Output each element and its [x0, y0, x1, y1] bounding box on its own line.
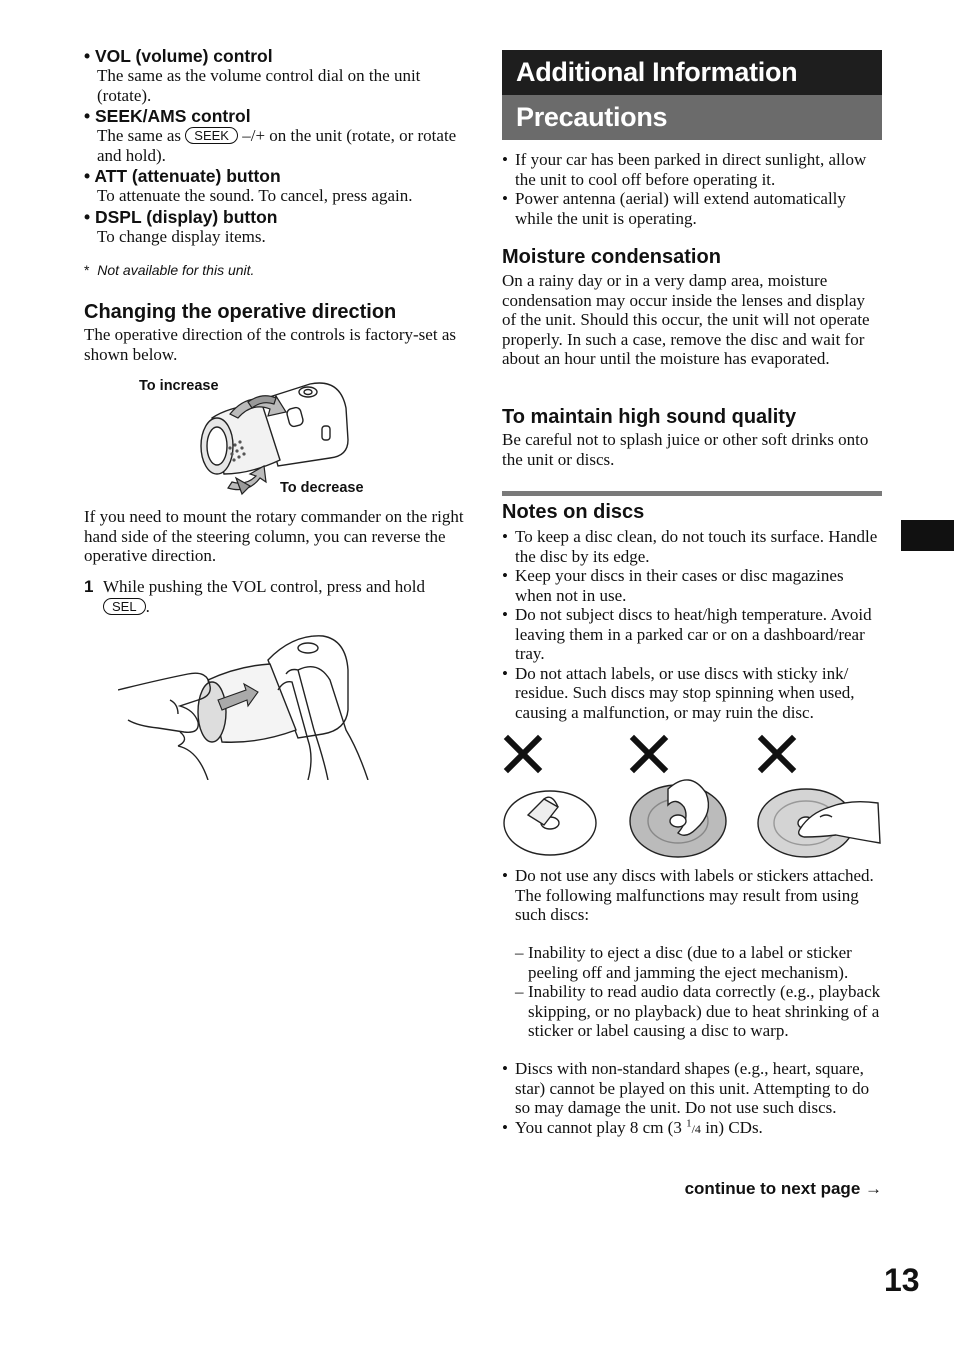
rotary-commander-illustration	[190, 378, 360, 496]
item-heading: SEEK/AMS control	[95, 106, 251, 126]
step-number: 1	[84, 577, 94, 596]
list-item: • ATT (attenuate) button To attenuate the sound. To cancel, press again.	[84, 166, 469, 206]
continue-to-next-page: continue to next page →	[684, 1179, 882, 1198]
item-body: To change display items.	[97, 226, 266, 246]
labels-note: • Do not use any discs with labels or stickers attached.	[515, 866, 874, 885]
disc-shape-list	[502, 1059, 882, 1139]
item-body: The same as SEEK –/+ on the unit (rotate, or rotate and hold).	[97, 126, 457, 165]
list-item: – Inability to read audio data correctly (e.g., playback skipping, or no playback) due to heat shrinking of a sticker or label causing a disc to warp.	[515, 982, 881, 1040]
list-item: • Do not attach labels, or use discs with sticky ink/ residue. Such discs may stop spinning when used, causing a malfunction, or may ruin the disc.	[502, 664, 882, 723]
hand-pressing-commander-illustration	[118, 630, 418, 780]
moisture-paragraph: On a rainy day or in a very damp area, moisture condensation may occur inside the lenses and display of the unit. Should this occur, the unit will not operate properly. In such a case, remove the disc and wait for about an hour until the moisture has evaporated.	[502, 271, 870, 368]
item-body: To attenuate the sound. To cancel, press again.	[97, 186, 413, 205]
step-text: While pushing the VOL control, press and hold	[103, 577, 426, 596]
malfunction-list	[502, 943, 882, 1041]
label-to-decrease: To decrease	[280, 480, 364, 496]
list-item	[502, 866, 882, 925]
list-item: • Keep your discs in their cases or disc magazines when not in use.	[502, 566, 882, 605]
item-body: The same as the volume control dial on the unit (rotate).	[97, 66, 421, 105]
list-item: • If your car has been parked in direct sunlight, allow the unit to cool off before operating it.	[502, 150, 882, 189]
step-1: 1 While pushing the VOL control, press and hold SEL .	[84, 577, 426, 616]
mount-paragraph: If you need to mount the rotary commander on the right hand side of the steering column, you can reverse the operative direction.	[84, 507, 464, 565]
section-heading-operative-direction: Changing the operative direction	[84, 301, 397, 323]
list-item: • Power antenna (aerial) will extend automatically while the unit is operating.	[502, 189, 882, 228]
section-tab-marker	[901, 520, 954, 551]
item-heading: ATT (attenuate) button	[94, 166, 281, 186]
disc-handling-illustrations	[500, 733, 882, 861]
prohibited-x-icons	[508, 739, 792, 769]
banner-precautions: Precautions	[502, 95, 882, 140]
seek-key: SEEK	[185, 127, 238, 144]
label-to-increase: To increase	[139, 378, 219, 394]
disc-notes-list	[502, 527, 882, 722]
section-divider	[502, 491, 882, 496]
labels-sub: The following malfunctions may result from using such discs:	[515, 885, 859, 924]
control-list	[84, 46, 469, 246]
item-heading: VOL (volume) control	[95, 46, 273, 66]
list-item: – Inability to eject a disc (due to a label or sticker peeling off and jamming the eject mechanism).	[515, 943, 852, 982]
list-item: • SEEK/AMS control The same as SEEK –/+ on the unit (rotate, or rotate and hold).	[84, 106, 469, 165]
list-item: • You cannot play 8 cm (3 $^1$/4 in) CDs.	[502, 1118, 882, 1140]
precautions-list	[502, 150, 882, 228]
list-item: • VOL (volume) control The same as the volume control dial on the unit (rotate).	[84, 46, 469, 105]
label-warning-list	[502, 866, 882, 925]
sel-key: SEL	[103, 598, 146, 615]
list-item: • Do not subject discs to heat/high temperature. Avoid leaving them in a parked car or on a dashboard/rear tray.	[502, 605, 882, 664]
footnote	[84, 262, 254, 278]
list-item: • To keep a disc clean, do not touch its surface. Handle the disc by its edge.	[502, 527, 882, 566]
list-item: • DSPL (display) button To change display items.	[84, 207, 469, 247]
heading-notes-on-discs: Notes on discs	[502, 501, 645, 523]
heading-sound-quality: To maintain high sound quality	[502, 406, 797, 428]
heading-moisture-condensation: Moisture condensation	[502, 246, 721, 268]
page-number: 13	[884, 1262, 920, 1298]
footnote-text: Not available for this unit.	[97, 262, 255, 278]
item-heading: DSPL (display) button	[95, 206, 278, 227]
list-item: • Discs with non-standard shapes (e.g., heart, square, star) cannot be played on this unit. Attempting to do so may damage the unit. Do not use such discs.	[502, 1059, 882, 1118]
section-intro: The operative direction of the controls is factory-set as shown below.	[84, 325, 456, 364]
sound-quality-paragraph: Be careful not to splash juice or other soft drinks onto the unit or discs.	[502, 430, 869, 469]
banner-additional-information: Additional Information	[502, 50, 882, 95]
footnote-mark: *	[84, 262, 90, 278]
